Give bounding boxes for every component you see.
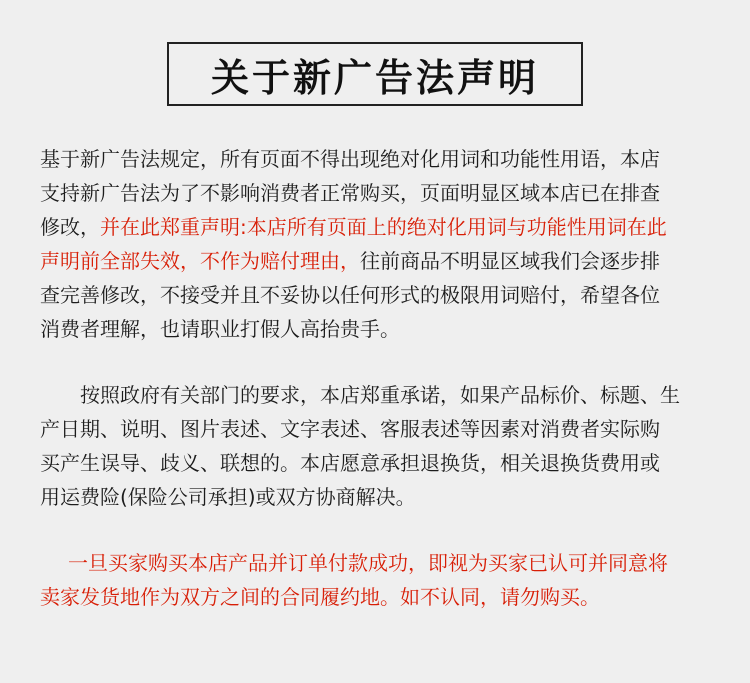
- highlight-text: 并在此郑重声明:本店所有页面上的绝对化用词与功能性用词在此: [100, 215, 667, 239]
- paragraph-line: 查完善修改，不接受并且不妥协以任何形式的极限用词赔付，希望各位: [40, 283, 660, 307]
- paragraph-purchase-notice: [40, 546, 715, 614]
- title-box: [167, 42, 583, 106]
- statement-content: [40, 142, 715, 614]
- paragraph-line: 按照政府有关部门的要求，本店郑重承诺，如果产品标价、标题、生: [80, 383, 680, 407]
- paragraph-commitment: [40, 378, 715, 514]
- text-segment: 往前商品不明显区域我们会逐步排: [360, 249, 660, 273]
- paragraph-line: 支持新广告法为了不影响消费者正常购买，页面明显区域本店已在排查: [40, 181, 660, 205]
- highlight-text: 声明前全部失效，不作为赔付理由，: [40, 249, 360, 273]
- paragraph-line: 用运费险(保险公司承担)或双方协商解决。: [40, 485, 416, 509]
- paragraph-spacer: [40, 346, 715, 378]
- paragraph-line: 产日期、说明、图片表述、文字表述、客服表述等因素对消费者实际购: [40, 417, 660, 441]
- paragraph-line: 消费者理解，也请职业打假人高抬贵手。: [40, 317, 400, 341]
- highlight-text: 卖家发货地作为双方之间的合同履约地。如不认同，请勿购买。: [40, 585, 600, 609]
- paragraph-line: 买产生误导、歧义、联想的。本店愿意承担退换货，相关退换货费用或: [40, 451, 660, 475]
- paragraph-spacer: [40, 514, 715, 546]
- paragraph-line: [40, 210, 715, 244]
- text-segment: 修改，: [40, 215, 100, 239]
- highlight-text: 一旦买家购买本店产品并订单付款成功，即视为买家已认可并同意将: [68, 551, 668, 575]
- paragraph-line: 基于新广告法规定，所有页面不得出现绝对化用词和功能性用语，本店: [40, 147, 660, 171]
- page-title: 关于新广告法声明: [210, 55, 539, 100]
- paragraph-line: [40, 244, 715, 278]
- paragraph-declaration: [40, 142, 715, 346]
